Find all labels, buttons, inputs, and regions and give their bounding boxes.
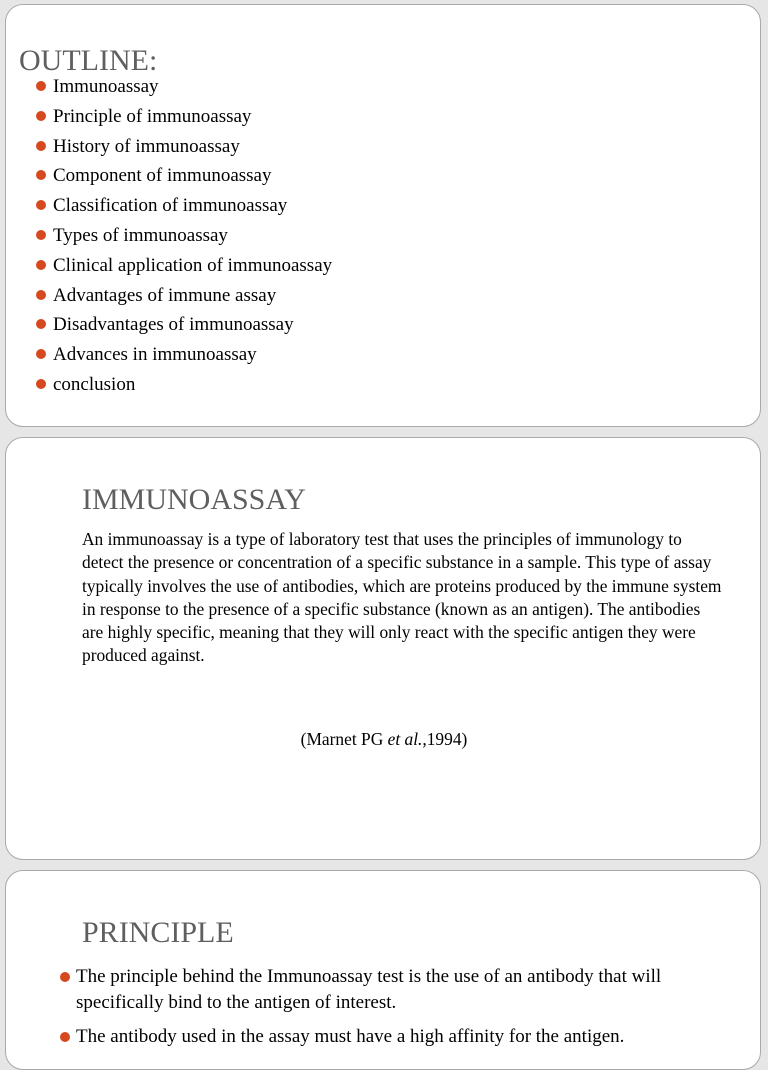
list-item-text: Disadvantages of immunoassay	[53, 314, 294, 336]
list-item	[30, 191, 332, 221]
list-item-text: Component of immunoassay	[53, 165, 272, 187]
citation	[6, 728, 762, 751]
bullet-icon	[36, 230, 46, 240]
citation-italic: et al.,	[387, 729, 427, 749]
bullet-icon	[36, 379, 46, 389]
list-item-text: The antibody used in the assay must have a high affinity for the antigen.	[76, 1026, 625, 1047]
bullet-icon	[60, 1032, 70, 1042]
list-item-text: Clinical application of immunoassay	[53, 254, 333, 276]
slide-title: OUTLINE:	[19, 44, 158, 77]
list-item-text: conclusion	[53, 373, 136, 395]
bullet-icon	[36, 81, 46, 91]
list-item-text: History of immunoassay	[53, 135, 240, 157]
list-item	[30, 281, 332, 311]
list-item-text: Advantages of immune assay	[53, 284, 277, 306]
outline-list	[30, 72, 332, 400]
bullet-icon	[36, 260, 46, 270]
list-item	[30, 132, 332, 162]
list-item	[30, 340, 332, 370]
slide-outline	[5, 4, 761, 427]
list-item	[30, 72, 332, 102]
bullet-icon	[36, 111, 46, 121]
list-item	[58, 1024, 718, 1050]
bullet-icon	[36, 200, 46, 210]
list-item	[30, 310, 332, 340]
list-item-text: Principle of immunoassay	[53, 105, 252, 127]
bullet-icon	[36, 349, 46, 359]
list-item	[30, 161, 332, 191]
slide-title: IMMUNOASSAY	[82, 483, 306, 516]
bullet-icon	[60, 972, 70, 982]
citation-suffix: 1994)	[426, 729, 468, 749]
list-item-text: Advances in immunoassay	[53, 344, 257, 366]
bullet-icon	[36, 290, 46, 300]
slide-title: PRINCIPLE	[82, 916, 234, 949]
principle-list	[58, 964, 718, 1058]
list-item	[30, 221, 332, 251]
bullet-icon	[36, 170, 46, 180]
list-item	[30, 251, 332, 281]
bullet-icon	[36, 141, 46, 151]
list-item	[58, 964, 718, 1016]
list-item-text: Immunoassay	[53, 76, 159, 97]
slide-principle	[5, 870, 761, 1070]
list-item	[30, 370, 332, 400]
list-item-text: Classification of immunoassay	[53, 195, 288, 217]
bullet-icon	[36, 319, 46, 329]
list-item	[30, 102, 332, 132]
definition-paragraph: An immunoassay is a type of laboratory test that uses the principles of immunology to detect the presence or concentration of a specific substance in a sample. This type of assay typically involves the use of antibodies, which are proteins produced by the immune system in response to the presence of a specific substance (known as an antigen). The antibodies are highly specific, meaning that they will only react with the specific antigen they were produced against.	[82, 529, 722, 666]
citation-prefix: (Marnet PG	[300, 729, 388, 749]
list-item-text: Types of immunoassay	[53, 224, 228, 246]
list-item-text: The principle behind the Immunoassay test is the use of an antibody that will specifically bind to the antigen of interest.	[76, 966, 662, 1013]
slide-immunoassay	[5, 437, 761, 860]
